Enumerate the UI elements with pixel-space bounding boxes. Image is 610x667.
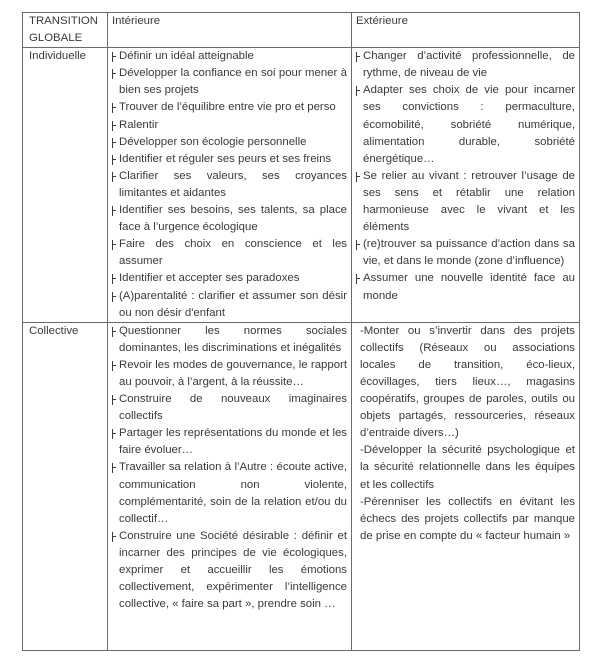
list-individuelle-interieure	[112, 48, 347, 322]
list-item: Changer d’activité professionnelle, de rythme, de niveau de vie	[356, 48, 575, 82]
list-item: Assumer une nouvelle identité face au monde	[356, 270, 575, 304]
list-item: Travailler sa relation à l’Autre : écoute active, communication non violente, complémentarité, soin de la relation et/ou du collectif…	[112, 459, 347, 527]
header-row	[23, 13, 580, 48]
cell-collective-interieure	[108, 322, 352, 650]
list-item: Construire une Société désirable : définir et incarner des principes de vie écologiques, exprimer et accueillir les émotions collectivement, expérimenter l’intelligence collective, « faire sa part », prendre soin …	[112, 528, 347, 613]
list-item: Se relier au vivant : retrouver l’usage de ses sens et rétablir une relation harmonieuse avec le vivant et les éléments	[356, 168, 575, 236]
list-item: -Développer la sécurité psychologique et la sécurité relationnelle dans les équipes et les collectifs	[360, 444, 575, 491]
header-exterieure: Extérieure	[352, 13, 580, 48]
list-item: Revoir les modes de gouvernance, le rapport au pouvoir, à l’argent, à la réussite…	[112, 357, 347, 391]
table-row-collective	[23, 322, 580, 650]
transition-table	[22, 12, 580, 651]
header-transition-globale: TRANSITION GLOBALE	[23, 13, 108, 48]
list-collective-exterieure	[356, 323, 575, 545]
list-item: Définir un idéal atteignable	[112, 48, 347, 65]
list-item: (A)parentalité : clarifier et assumer son désir ou non désir d'enfant	[112, 288, 347, 322]
cell-individuelle-exterieure	[352, 48, 580, 323]
list-item: Partager les représentations du monde et les faire évoluer…	[112, 425, 347, 459]
list-item: Identifier et accepter ses paradoxes	[112, 270, 347, 287]
list-individuelle-exterieure	[356, 48, 575, 304]
cell-individuelle-interieure	[108, 48, 352, 323]
list-item: Trouver de l’équilibre entre vie pro et perso	[112, 99, 347, 116]
list-item: Ralentir	[112, 117, 347, 134]
header-interieure: Intérieure	[108, 13, 352, 48]
list-item: Développer la confiance en soi pour mener à bien ses projets	[112, 65, 347, 99]
list-collective-interieure	[112, 323, 347, 614]
list-item: Faire des choix en conscience et les assumer	[112, 236, 347, 270]
list-item: Développer son écologie personnelle	[112, 134, 347, 151]
list-item: Identifier ses besoins, ses talents, sa place face à l’urgence écologique	[112, 202, 347, 236]
list-item: Clarifier ses valeurs, ses croyances limitantes et aidantes	[112, 168, 347, 202]
row-label-collective: Collective	[23, 322, 108, 650]
list-item: -Pérenniser les collectifs en évitant les échecs des projets collectifs par manque de prise en compte du « facteur humain »	[360, 495, 575, 542]
row-label-individuelle: Individuelle	[23, 48, 108, 323]
list-item: Construire de nouveaux imaginaires collectifs	[112, 391, 347, 425]
list-item: -Monter ou s’invertir dans des projets collectifs (Réseaux ou associations locales de transition, éco-lieux, écovillages, tiers lieux…, magasins coopératifs, groupes de paroles, outils ou objets partagés, ressourceries, réseaux d’entraide divers…)	[360, 324, 575, 440]
cell-collective-exterieure	[352, 322, 580, 650]
list-item: (re)trouver sa puissance d’action dans sa vie, et dans le monde (zone d’influence)	[356, 236, 575, 270]
list-item: Adapter ses choix de vie pour incarner ses convictions : permaculture, écomobilité, sobriété numérique, alimentation durable, sobriété énergétique…	[356, 82, 575, 167]
table-row-individuelle	[23, 48, 580, 323]
list-item: Questionner les normes sociales dominantes, les discriminations et inégalités	[112, 323, 347, 357]
list-item: Identifier et réguler ses peurs et ses freins	[112, 151, 347, 168]
